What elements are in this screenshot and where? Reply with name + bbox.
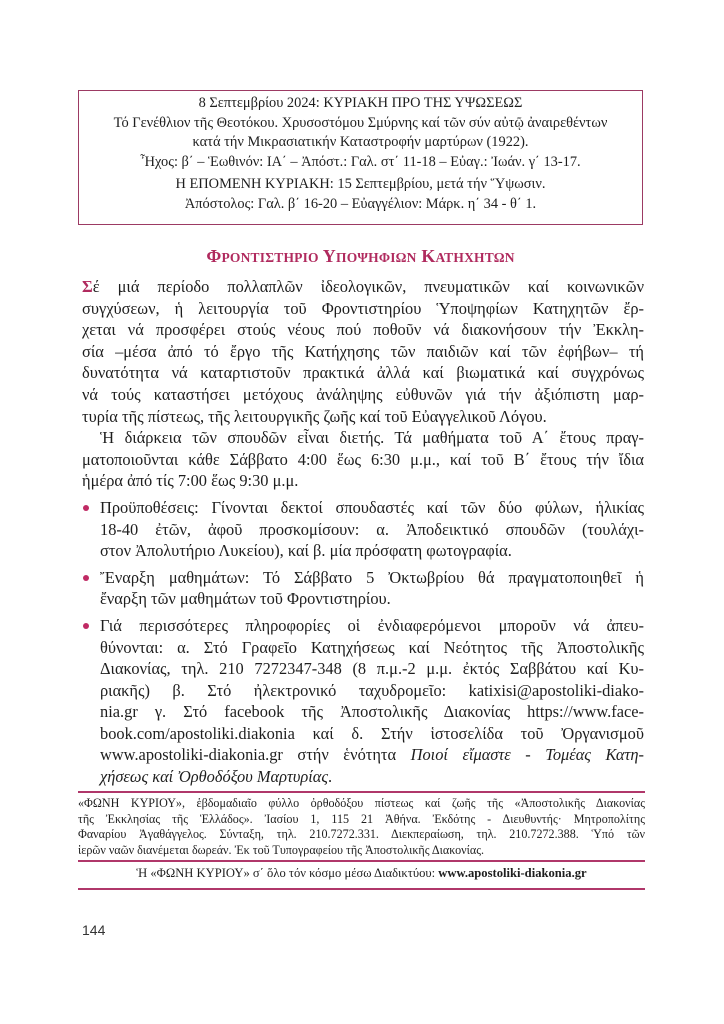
website-link[interactable]: www.apostoliki-diakonia.gr: [438, 866, 587, 880]
box-line-date: 8 Σεπτεμβρίου 2024: ΚΥΡΙΑΚΗ ΠΡΟ ΤΗΣ ΥΨΩΣΕΩΣ: [198, 95, 523, 111]
article-title: [78, 246, 643, 267]
box-line-feast: Τό Γενέθλιον τῆς Θεοτόκου. Χρυσοστόμου Σμύρνης καί τῶν σύν αὐτῷ ἀναιρεθέντων: [113, 114, 608, 131]
colophon: «ΦΩΝΗ ΚΥΡΙΟΥ», ἑβδομαδιαῖο φύλλο ὀρθοδόξου πίστεως καί ζωῆς τῆς «Ἀποστολικῆς Διακονίας τῆς Ἐκκλησίας τῆς Ἑλλάδος». Ἰασίου 1, 115 21 Ἀθήνα. Ἐκδότης - Διευθυντής· Μητροπολίτης Φαναρίου Ἀγαθάγγελος. Σύνταξη, τηλ. 210.7272.331. Διεκπεραίωση, τηλ. 210.7272.388. Ὑπό τῶν ἱερῶν ναῶν διανέμεται δωρεάν. Ἐκ τοῦ Τυπογραφείου τῆς Ἀποστολικῆς Διακονίας.: [78, 796, 645, 857]
bullet-contact-info: Γιά περισσότερες πληροφορίες οἱ ἐνδιαφερόμενοι μποροῦν νά ἀπευ- θύνονται: α. Στό Γραφεῖο Κατηχήσεως καί Νεότητος τῆς Ἀποστολικῆς Διακονίας, τηλ. 210 7272347-348 (8 π.μ.-2 μ.μ. ἐκτός Σαββάτου καί Κυ- ριακῆς) β. Στό ἠλεκτρονικό ταχυδρομεῖο: katixisi@apostoliki-diako- nia.gr γ. Στό facebook τῆς Ἀποστολικῆς Διακονίας https://www.face- book.com/apostoliki.diakonia καί δ. Στήν ἱστοσελίδα τοῦ Ὀργανισμοῦ www.apostoliki-diakonia.gr στήν ἑνότητα Ποιοί εἴμαστε - Τομέας Κατη- χήσεως καί Ὀρθοδόξου Μαρτυρίας.: [82, 615, 644, 788]
bullet-start-date: Ἔναρξη μαθημάτων: Τό Σάββατο 5 Ὀκτωβρίου θά πραγματοποιηθεῖ ἡ ἔναρξη τῶν μαθημάτων τοῦ Φροντιστηρίου.: [82, 567, 644, 610]
title-word: ΥΠΟΨΗΦΙΩΝ: [322, 246, 417, 266]
footer-rule-top: [78, 791, 645, 793]
bullet-dot-icon: [83, 623, 89, 629]
box-line-next-readings: Ἀπόστολος: Γαλ. β΄ 16-20 – Εὐαγγέλιον: Μάρκ. η΄ 34 - θ΄ 1.: [184, 195, 537, 212]
bullet-dot-icon: [83, 505, 89, 511]
article-body: [82, 276, 644, 788]
title-word: ΚΑΤΗΧΗΤΩΝ: [421, 246, 515, 266]
liturgical-info-box: [78, 90, 643, 225]
box-line-next-sunday: Η ΕΠΟΜΕΝΗ ΚΥΡΙΑΚΗ: 15 Σεπτεμβρίου, μετά τήν Ὕψωσιν.: [175, 176, 546, 193]
section-link-text: Ποιοί εἴμαστε - Τομέας Κατη-: [410, 745, 644, 765]
bullet-dot-icon: [83, 575, 89, 581]
page-number: 144: [82, 922, 106, 938]
paragraph-intro: Σέ μιά περίοδο πολλαπλῶν ἰδεολογικῶν, πνευματικῶν καί κοινωνικῶν συγχύσεων, ἡ λειτουργία τοῦ Φροντιστηρίου Ὑποψηφίων Κατηχητῶν ἔρ- χεται νά προσφέρει στούς νέους πού ποθοῦν νά διακονήσουν τήν Ἐκκλη- σία –μέσα ἀπό τό ἔργο τῆς Κατήχησης τῶν παιδιῶν καί τῶν ἐφήβων– τή δυνατότητα νά καταρτιστοῦν πρακτικά ἀλλά καί βιωματικά καί συγχρόνως νά τούς καταστήσει μετόχους ἀνάληψης εὐθυνῶν γιά τήν ἀξιόπιστη μαρ- τυρία τῆς πίστεως, τῆς λειτουργικῆς ζωῆς καί τοῦ Εὐαγγελικοῦ Λόγου.: [82, 277, 644, 426]
title-word: ΦΡΟΝΤΙΣΤΗΡΙΟ: [206, 246, 319, 266]
website-notice: Ἡ «ΦΩΝΗ ΚΥΡΙΟΥ» σ΄ ὅλο τόν κόσμο μέσω Διαδικτύου: www.apostoliki-diakonia.gr: [136, 866, 587, 880]
bullet-requirements: Προϋποθέσεις: Γίνονται δεκτοί σπουδαστές καί τῶν δύο φύλων, ἡλικίας 18-40 ἐτῶν, ἀφοῦ προσκομίσουν: α. Ἀποδεικτικό σπουδῶν (τουλάχι- στον Ἀπολυτήριο Λυκείου), καί β. μία πρόσφατη φωτογραφία.: [82, 497, 644, 562]
drop-cap: Σ: [82, 277, 93, 296]
paragraph-schedule: Ἡ διάρκεια τῶν σπουδῶν εἶναι διετής. Τά μαθήματα τοῦ Α΄ ἔτους πραγ- ματοποιοῦνται κάθε Σάββατο 4:00 ἕως 6:30 μ.μ., καί τοῦ Β΄ ἔτους τήν ἴδια ἡμέρα ἀπό τίς 7:00 ἕως 9:30 μ.μ.: [82, 428, 644, 491]
box-line-feast-cont: κατά τήν Μικρασιατικήν Καταστροφήν μαρτύρων (1922).: [192, 134, 529, 151]
footer-rule-middle: [78, 860, 645, 862]
footer-rule-bottom: [78, 888, 645, 890]
box-line-readings: Ἦχος: β΄ – Ἑωθινόν: ΙΑ΄ – Ἀπόστ.: Γαλ. στ΄ 11-18 – Εὐαγ.: Ἰωάν. γ΄ 13-17.: [140, 153, 581, 170]
